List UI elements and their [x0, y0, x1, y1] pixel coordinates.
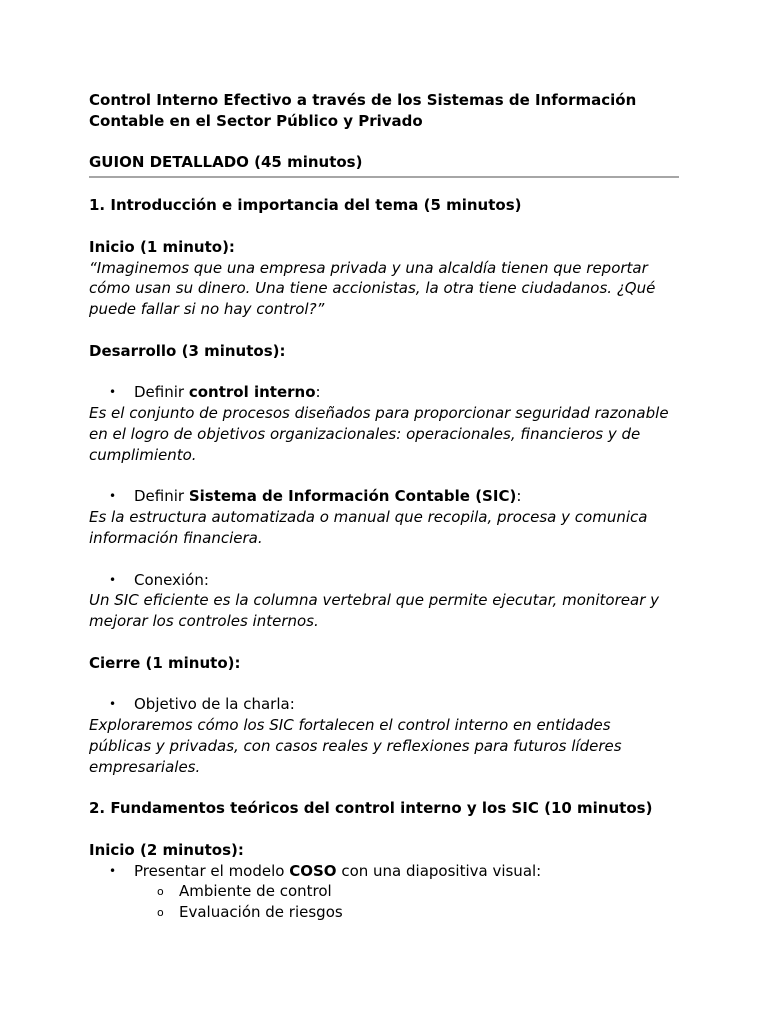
document-title-line-2: Contable en el Sector Público y Privado	[89, 111, 423, 130]
objetivo-text-line-3: empresariales.	[89, 757, 201, 776]
cierre-label: Cierre (1 minuto):	[89, 653, 241, 672]
conexion-text-line-2: mejorar los controles internos.	[89, 612, 319, 631]
bullet-control-interno: • Definir control interno:	[109, 383, 321, 402]
guion-heading: GUION DETALLADO (45 minutos)	[89, 153, 363, 172]
section-1-inicio-label: Inicio (1 minuto):	[89, 237, 235, 256]
sic-definition-line-2: información financiera.	[89, 528, 263, 547]
section-2-inicio-label: Inicio (2 minutos):	[89, 840, 244, 859]
bullet-objetivo: • Objetivo de la charla:	[109, 695, 295, 714]
inicio-quote-line-2: cómo usan su dinero. Una tiene accionistas, la otra tiene ciudadanos. ¿Qué	[89, 279, 656, 298]
bullet-conexion: • Conexión:	[109, 570, 209, 589]
conexion-text-line-1: Un SIC eficiente es la columna vertebral que permite ejecutar, monitorear y	[89, 591, 659, 610]
sic-definition-line-1: Es la estructura automatizada o manual que recopila, procesa y comunica	[89, 508, 648, 527]
control-interno-definition-line-2: en el logro de objetivos organizacionales: operacionales, financieros y de	[89, 424, 641, 443]
bullet-coso: • Presentar el modelo COSO con una diapositiva visual:	[109, 861, 542, 880]
document-content	[89, 90, 681, 923]
document-title-line-1: Control Interno Efectivo a través de los Sistemas de Información	[89, 91, 637, 109]
coso-subitem: o Ambiente de control	[89, 881, 681, 902]
control-interno-definition-line-3: cumplimiento.	[89, 445, 197, 464]
bullet-sic: • Definir Sistema de Información Contable (SIC):	[109, 487, 522, 506]
bullet-dot: •	[109, 697, 117, 712]
bullet-dot: •	[109, 863, 117, 878]
bullet-dot: •	[109, 489, 117, 504]
desarrollo-label: Desarrollo (3 minutos):	[89, 341, 286, 360]
control-interno-definition-line-1: Es el conjunto de procesos diseñados para proporcionar seguridad razonable	[89, 404, 669, 423]
inicio-quote-line-3: puede fallar si no hay control?”	[89, 300, 325, 319]
section-1-heading: 1. Introducción e importancia del tema (5 minutos)	[89, 196, 522, 215]
section-2-heading: 2. Fundamentos teóricos del control interno y los SIC (10 minutos)	[89, 799, 653, 818]
bullet-dot: •	[109, 572, 117, 587]
sub-bullet-circle: o	[157, 885, 164, 899]
objetivo-text-line-1: Exploraremos cómo los SIC fortalecen el control interno en entidades	[89, 716, 611, 735]
coso-subitem: o Evaluación de riesgos	[89, 902, 681, 923]
bullet-dot: •	[109, 385, 117, 400]
objetivo-text-line-2: públicas y privadas, con casos reales y reflexiones para futuros líderes	[89, 736, 622, 755]
sub-bullet-circle: o	[157, 906, 164, 920]
inicio-quote-line-1: “Imaginemos que una empresa privada y una alcaldía tienen que reportar	[89, 258, 648, 277]
